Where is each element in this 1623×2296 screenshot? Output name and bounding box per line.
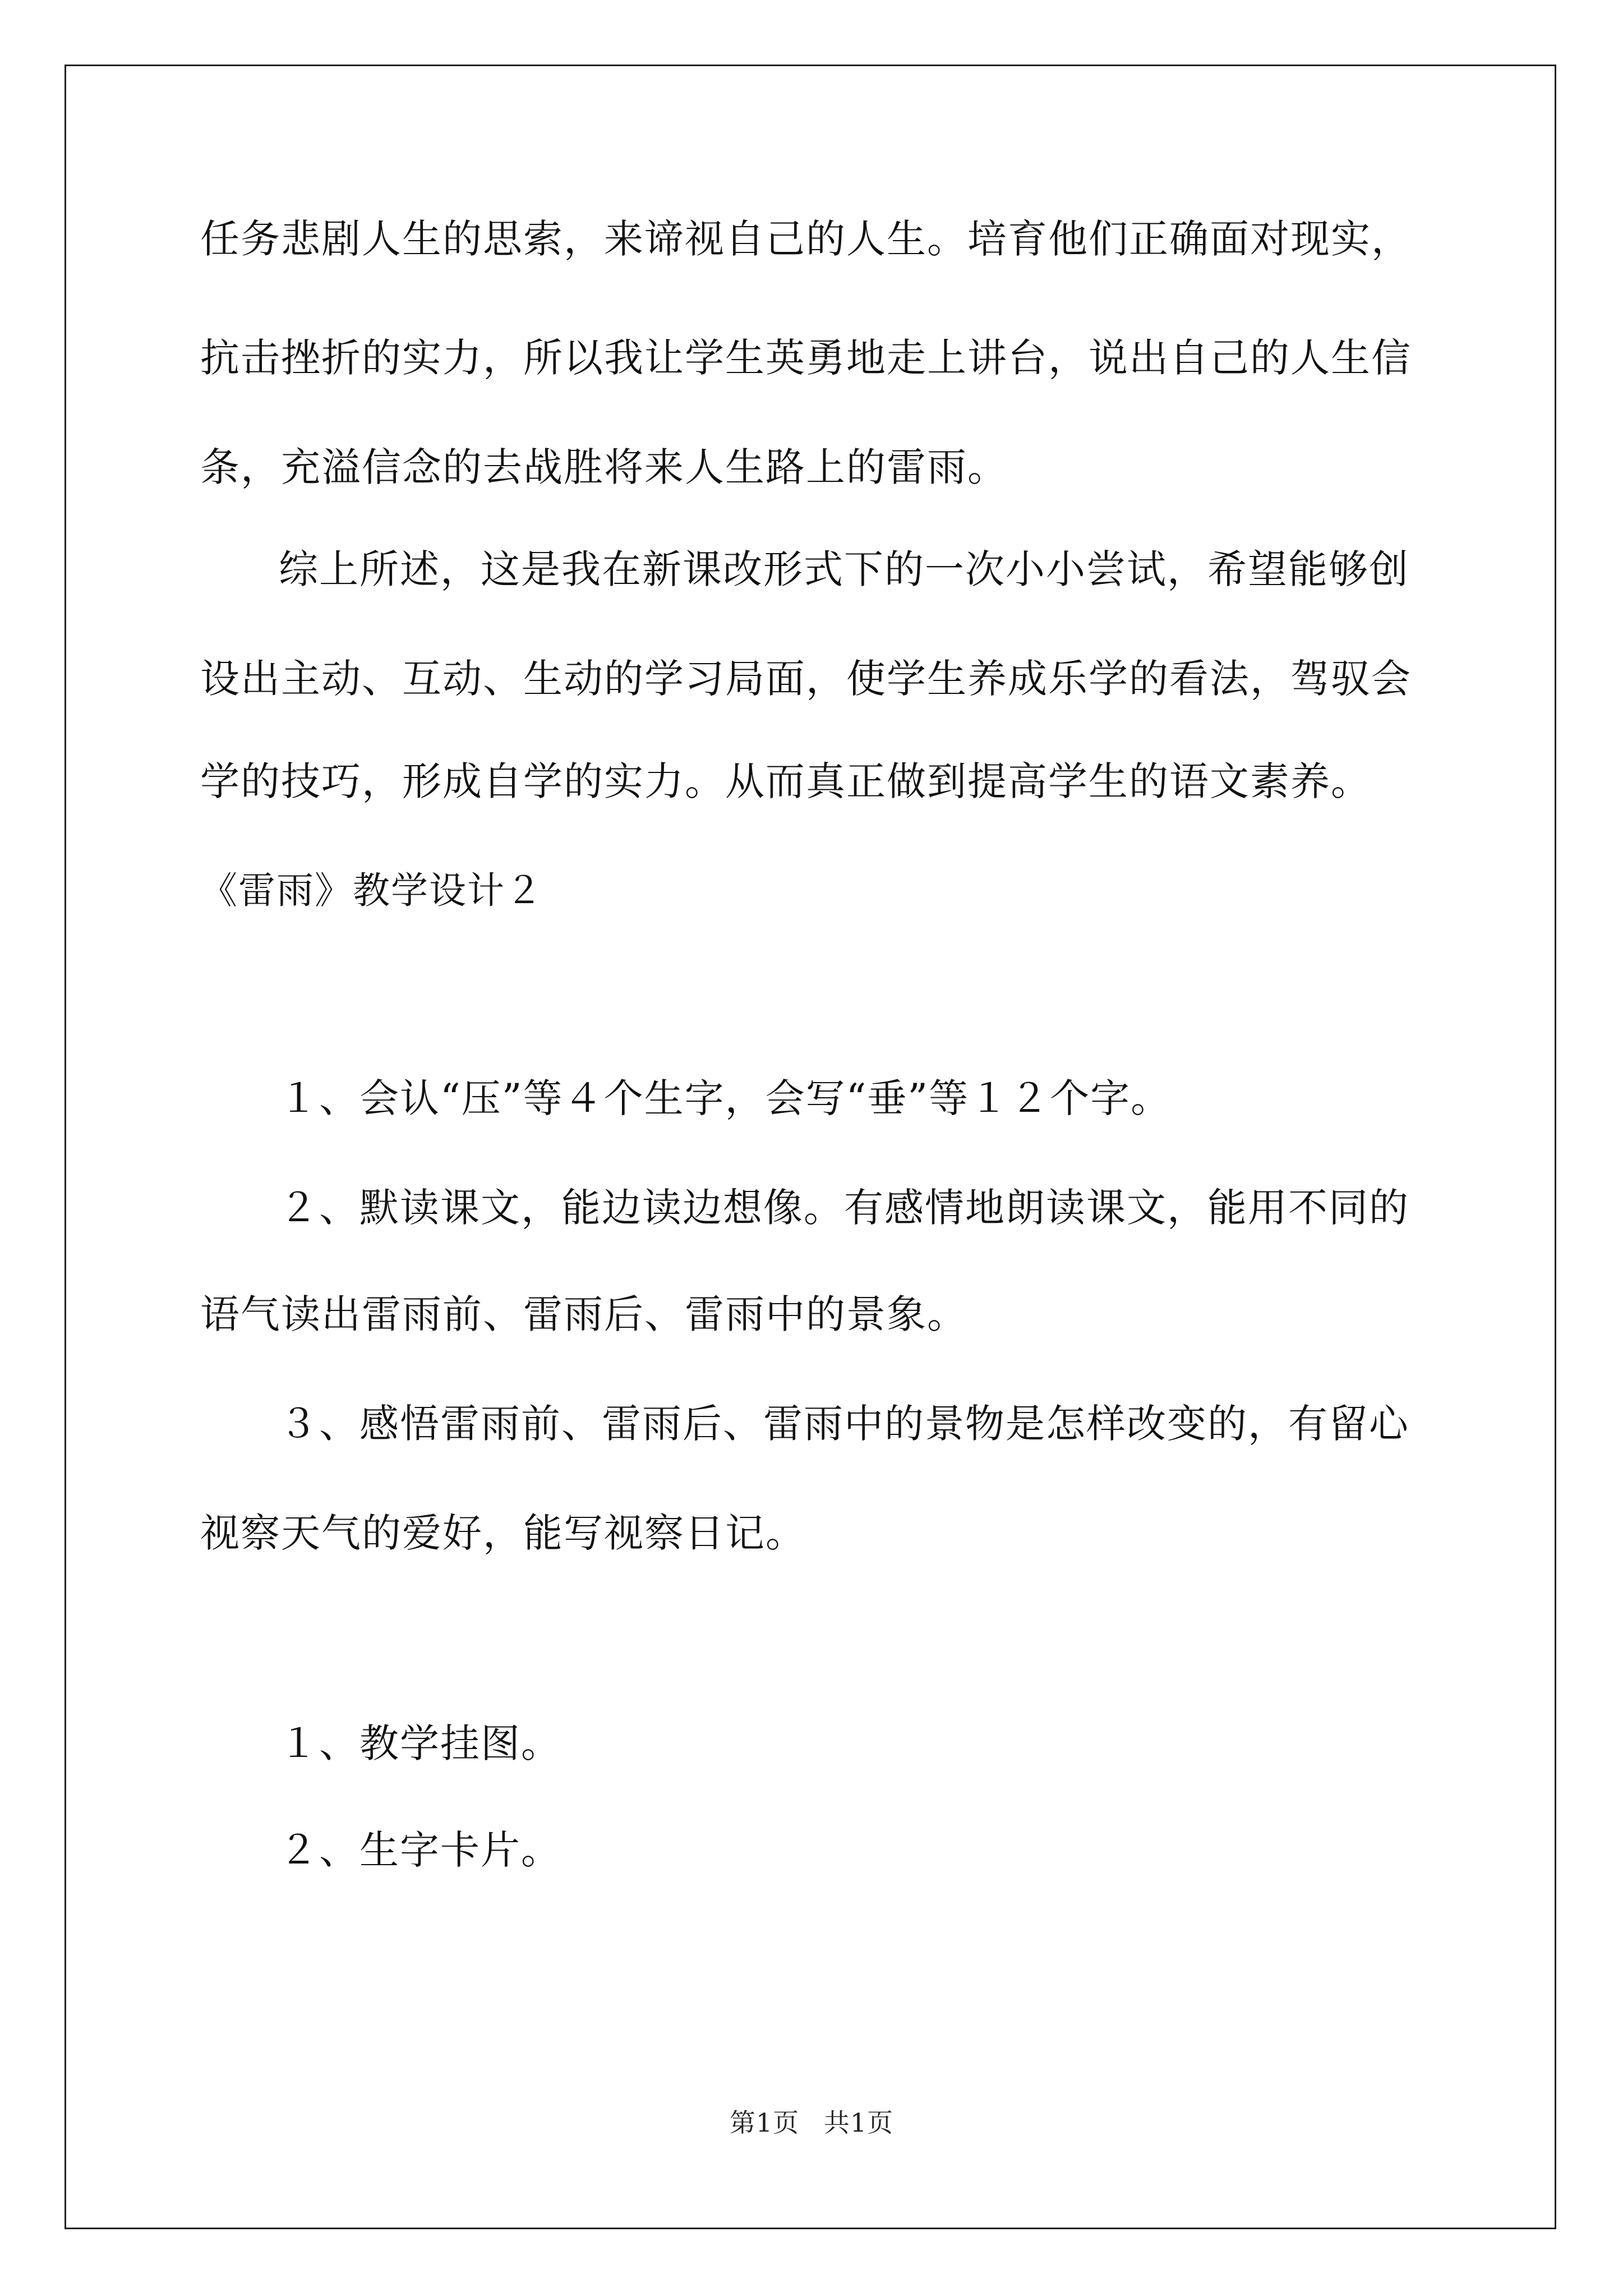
body-line-1: 任务悲剧人生的思索，来谛视自己的人生。培育他们正确面对现实， [200, 216, 1412, 262]
objective-3: ３、感悟雷雨前、雷雨后、雷雨中的景物是怎样改变的，有留心 [279, 1401, 1409, 1447]
body-line-4: 综上所述，这是我在新课改形式下的一次小小尝试，希望能够创 [279, 546, 1409, 592]
page-total: 共1页 [823, 2108, 894, 2138]
body-line-6: 学的技巧，形成自学的实力。从而真正做到提高学生的语文素养。 [200, 758, 1371, 804]
objective-1: １、会认“压”等４个生字，会写“垂”等１２个字。 [279, 1075, 1172, 1121]
page-footer [0, 2106, 1623, 2139]
objective-2-cont: 语气读出雷雨前、雷雨后、雷雨中的景象。 [200, 1291, 967, 1337]
section-heading: 《雷雨》教学设计２ [200, 869, 543, 912]
material-2: ２、生字卡片。 [279, 1827, 561, 1873]
body-line-2: 抗击挫折的实力，所以我让学生英勇地走上讲台，说出自己的人生信 [200, 335, 1412, 381]
page-number: 第1页 [729, 2108, 800, 2138]
body-line-5: 设出主动、互动、生动的学习局面，使学生养成乐学的看法，驾驭会 [200, 656, 1412, 702]
body-line-3: 条，充溢信念的去战胜将来人生路上的雷雨。 [200, 444, 1008, 490]
objective-2: ２、默读课文，能边读边想像。有感情地朗读课文，能用不同的 [279, 1185, 1409, 1231]
objective-3-cont: 视察天气的爱好，能写视察日记。 [200, 1510, 806, 1556]
material-1: １、教学挂图。 [279, 1720, 561, 1766]
page-border [64, 65, 1556, 2229]
